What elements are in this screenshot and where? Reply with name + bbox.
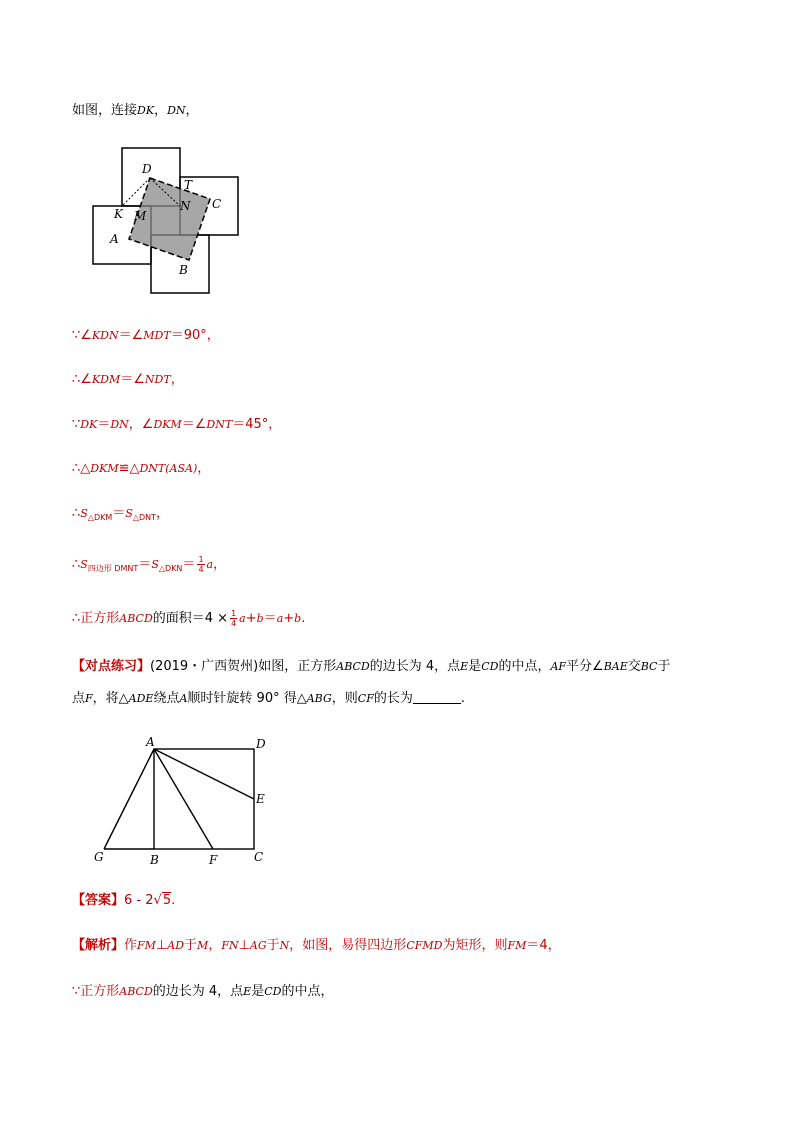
step-5 xyxy=(72,505,169,527)
therefore-symbol: ∴△ xyxy=(72,461,91,476)
fraction-den: 4 xyxy=(198,565,204,574)
var-b: b xyxy=(256,612,264,625)
punct: . xyxy=(460,691,465,706)
mid-text: ，∠ xyxy=(128,417,154,432)
plus: + xyxy=(283,611,295,626)
eq: ＝ xyxy=(97,417,111,432)
var-ade: ADE xyxy=(128,692,154,705)
var-m: M xyxy=(197,939,209,952)
var-n: N xyxy=(279,939,290,952)
var-dn: DN xyxy=(167,104,186,117)
punct: ， xyxy=(170,372,184,387)
answer-value: 6 - 2 xyxy=(124,893,154,908)
text: 交 xyxy=(627,659,641,674)
label-d: D xyxy=(256,737,266,751)
text: 于 xyxy=(266,938,280,953)
area-symbol: S xyxy=(125,507,133,520)
text: 的中点， xyxy=(498,659,551,674)
text: 是 xyxy=(251,984,265,999)
var-dnt: DNT xyxy=(206,418,233,431)
perp-symbol: ⊥ xyxy=(155,938,168,953)
analysis-line xyxy=(72,937,561,955)
label-b: B xyxy=(150,853,159,867)
var-bae: BAE xyxy=(603,660,628,673)
area-subscript: △DKN xyxy=(158,564,183,573)
area-symbol: S xyxy=(80,507,88,520)
var-abg: ABG xyxy=(306,692,332,705)
text: 于 xyxy=(657,659,671,674)
step-3 xyxy=(72,416,281,434)
var-cfmd: CFMD xyxy=(406,939,443,952)
var-fn: FN xyxy=(221,939,239,952)
step-4 xyxy=(72,460,210,478)
var-e: E xyxy=(460,660,469,673)
eq: ＝ xyxy=(138,557,152,572)
label-g: G xyxy=(94,850,104,864)
var-a: A xyxy=(179,692,188,705)
label-e: E xyxy=(256,792,265,806)
angle-symbol: ∠ xyxy=(80,372,92,387)
answer-line xyxy=(72,892,175,910)
text: 于 xyxy=(184,938,198,953)
figure-squares xyxy=(88,142,248,298)
punct: ， xyxy=(185,103,199,118)
var-cf: CF xyxy=(357,692,374,705)
punct: . xyxy=(171,893,176,908)
therefore-symbol: ∴ xyxy=(72,506,81,521)
var-dk: DK xyxy=(80,418,98,431)
final-line xyxy=(72,983,333,1001)
practice-line-2 xyxy=(72,690,465,708)
area-subscript: △DKM xyxy=(87,513,113,522)
step-2 xyxy=(72,371,184,389)
because-symbol: ∵ xyxy=(72,417,81,432)
perp-symbol: ⊥ xyxy=(238,938,250,953)
label-n: N xyxy=(180,199,191,213)
punct: . xyxy=(301,611,306,626)
intro-line xyxy=(72,102,199,120)
fraction-num: 1 xyxy=(198,555,204,564)
var-b: b xyxy=(294,612,302,625)
var-a: a xyxy=(239,612,246,625)
text: 如图，正方形 xyxy=(258,659,337,674)
var-fm: FM xyxy=(507,939,527,952)
text: 平分∠ xyxy=(566,659,604,674)
practice-tag: 【对点练习】 xyxy=(72,659,151,674)
var-cd: CD xyxy=(481,660,499,673)
label-c: C xyxy=(254,850,264,864)
text: ，将△ xyxy=(92,691,129,706)
label-a: A xyxy=(110,232,119,246)
label-f: F xyxy=(209,853,218,867)
label-m: M xyxy=(134,209,147,223)
eq: ＝ xyxy=(182,557,196,572)
therefore-symbol: ∴ xyxy=(72,372,81,387)
text: ，如图，易得四边形 xyxy=(289,938,407,953)
answer-blank xyxy=(413,691,461,704)
var-fm: FM xyxy=(137,939,156,952)
var-f: F xyxy=(85,692,93,705)
area-subscript: △DNT xyxy=(132,513,157,522)
text: ，则 xyxy=(331,691,358,706)
text: 正方形 xyxy=(80,611,120,626)
text: 的边长为 4，点 xyxy=(369,659,461,674)
var-e: E xyxy=(243,985,252,998)
var-a: a xyxy=(276,612,284,625)
var-ag: AG xyxy=(249,939,267,952)
therefore-symbol: ∴ xyxy=(72,611,81,626)
fraction-num: 1 xyxy=(231,609,237,618)
text: 的边长为 4，点 xyxy=(152,984,244,999)
plus: + xyxy=(245,611,257,626)
label-t: T xyxy=(184,178,193,192)
var-abcd: ABCD xyxy=(119,612,153,625)
var-af: AF xyxy=(550,660,567,673)
var-kdm: KDM xyxy=(91,373,121,386)
step-1 xyxy=(72,327,220,345)
punct: ， xyxy=(208,938,222,953)
step-7 xyxy=(72,609,305,628)
text: 正方形 xyxy=(80,984,120,999)
text: 作 xyxy=(124,938,138,953)
label-c: C xyxy=(212,197,222,211)
value: ＝90°， xyxy=(170,328,220,343)
because-symbol: ∵ xyxy=(72,984,81,999)
text: 顺时针旋转 90° 得△ xyxy=(187,691,307,706)
eq: ＝ xyxy=(112,506,126,521)
text: 是 xyxy=(468,659,482,674)
text: 点 xyxy=(72,691,86,706)
therefore-symbol: ∴ xyxy=(72,557,81,572)
var-dkm: DKM xyxy=(153,418,182,431)
area-subscript: 四边形 DMNT xyxy=(87,564,139,573)
punct: ， xyxy=(156,506,170,521)
figure-square-abcd xyxy=(88,730,288,870)
eq-angle: ＝∠ xyxy=(120,372,145,387)
var-dkm: DKM xyxy=(90,462,119,475)
var-bc: BC xyxy=(640,660,658,673)
var-cd: CD xyxy=(264,985,282,998)
text: 的长为 xyxy=(373,691,413,706)
label-a: A xyxy=(146,735,155,749)
congruent-symbol: ≌△ xyxy=(118,461,140,476)
var-dk: DK xyxy=(137,104,155,117)
fraction-quarter xyxy=(197,555,204,574)
var-abcd: ABCD xyxy=(336,660,370,673)
var-abcd: ABCD xyxy=(119,985,153,998)
var-a: a xyxy=(206,558,214,571)
var-ad: AD xyxy=(167,939,185,952)
answer-tag: 【答案】 xyxy=(72,893,125,908)
because-symbol: ∵ xyxy=(72,328,81,343)
eq-angle: ＝∠ xyxy=(118,328,144,343)
var-ndt: NDT xyxy=(144,373,171,386)
punct: ， xyxy=(213,557,227,572)
intro-text: 如图，连接 xyxy=(72,103,138,118)
fraction-den: 4 xyxy=(231,619,237,628)
angle-symbol: ∠ xyxy=(80,328,92,343)
practice-source: (2019・广西贺州) xyxy=(150,659,259,674)
asa-rule: (ASA) xyxy=(165,462,198,475)
var-dn: DN xyxy=(110,418,129,431)
label-d: D xyxy=(142,162,152,176)
text: 的中点， xyxy=(281,984,334,999)
value: ＝45°， xyxy=(232,417,282,432)
sqrt-radicand: 5 xyxy=(162,893,172,908)
area-symbol: S xyxy=(80,558,88,571)
separator: ， xyxy=(154,103,168,118)
punct: ， xyxy=(197,461,211,476)
step-6 xyxy=(72,555,226,578)
var-kdn: KDN xyxy=(91,329,119,342)
practice-line-1 xyxy=(72,658,671,676)
text: 为矩形，则 xyxy=(442,938,508,953)
area-text: 的面积＝4 × xyxy=(152,611,229,626)
eq-angle: ＝∠ xyxy=(181,417,207,432)
label-k: K xyxy=(114,207,123,221)
eq: ＝ xyxy=(263,611,277,626)
text: ＝4， xyxy=(526,938,561,953)
area-symbol: S xyxy=(151,558,159,571)
segment-ag xyxy=(104,749,154,849)
sqrt-sign: √ xyxy=(153,893,162,908)
label-b: B xyxy=(179,263,188,277)
text: 绕点 xyxy=(153,691,180,706)
analysis-tag: 【解析】 xyxy=(72,938,125,953)
var-dnt: DNT xyxy=(139,462,166,475)
var-mdt: MDT xyxy=(143,329,171,342)
fraction-quarter xyxy=(230,609,237,628)
